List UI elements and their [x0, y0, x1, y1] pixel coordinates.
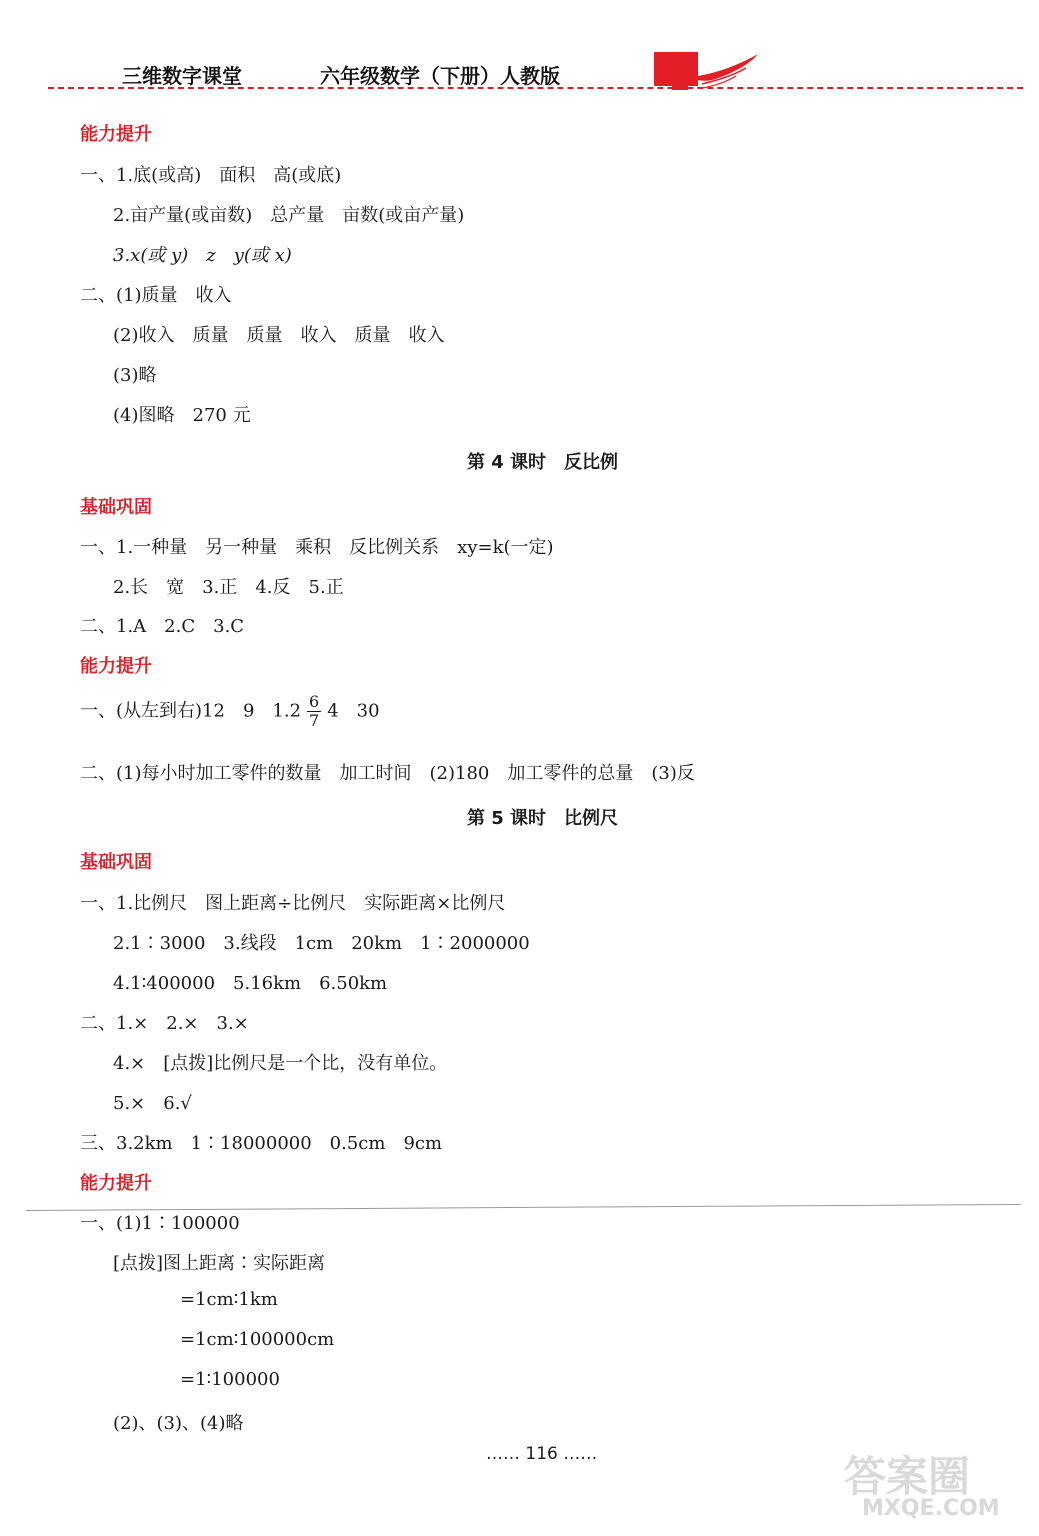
answer-line: 4.1∶400000 5.16km 6.50km — [113, 973, 388, 994]
answer-line: 一、1.一种量 另一种量 乘积 反比例关系 xy=k(一定) — [80, 537, 554, 558]
answer-line: (2)、(3)、(4)略 — [113, 1413, 244, 1434]
answer-line: 一、1.比例尺 图上距离÷比例尺 实际距离×比例尺 — [80, 893, 506, 914]
answer-line: =1cm∶1km — [180, 1289, 278, 1310]
answer-line: 3.x(或 y) z y(或 x) — [113, 245, 292, 266]
header-subject: 六年级数学（下册）人教版 — [320, 64, 560, 88]
answer-line: 2.长 宽 3.正 4.反 5.正 — [113, 577, 344, 598]
header-divider — [48, 87, 1023, 89]
page-number-footer — [486, 1444, 597, 1464]
answer-line: (2)收入 质量 质量 收入 质量 收入 — [113, 325, 445, 346]
answer-line: 二、(1)每小时加工零件的数量 加工时间 (2)180 加工零件的总量 (3)反 — [80, 763, 695, 784]
lesson-title: 第 4 课时 反比例 — [467, 452, 619, 473]
fraction-denominator: 7 — [309, 711, 320, 730]
answer-line: 4.× [点拨]比例尺是一个比，没有单位。 — [113, 1053, 448, 1074]
section-label-basic: 基础巩固 — [80, 852, 152, 873]
footer-dots: …… — [486, 1444, 520, 1464]
answer-line: =1cm∶100000cm — [180, 1329, 335, 1350]
footer-dots: …… — [563, 1444, 598, 1464]
answer-line: 三、3.2km 1∶18000000 0.5cm 9cm — [80, 1133, 443, 1154]
lesson-title: 第 5 课时 比例尺 — [467, 808, 619, 829]
answer-line: 二、1.× 2.× 3.× — [80, 1013, 249, 1034]
fraction — [307, 693, 321, 730]
section-label-basic: 基础巩固 — [80, 497, 152, 518]
section-label-ability: 能力提升 — [80, 656, 152, 677]
page-number: 116 — [525, 1444, 558, 1464]
header-brand: 三维数字课堂 — [122, 64, 242, 88]
answer-line: 一、1.底(或高) 面积 高(或底) — [80, 165, 342, 186]
section-label-ability: 能力提升 — [80, 124, 152, 145]
fraction-numerator: 6 — [309, 692, 320, 711]
section-label-ability: 能力提升 — [80, 1173, 152, 1194]
watermark-url: MXQE.COM — [862, 1496, 1000, 1521]
answer-line: 5.× 6.√ — [113, 1093, 192, 1114]
answer-line: 2.1∶3000 3.线段 1cm 20km 1∶2000000 — [113, 933, 530, 954]
answer-line: 二、1.A 2.C 3.C — [80, 616, 245, 637]
answer-text: 4 30 — [327, 700, 380, 722]
answer-line: 二、(1)质量 收入 — [80, 285, 232, 306]
answer-line-fraction — [80, 693, 380, 730]
answer-line: =1∶100000 — [180, 1369, 280, 1390]
answer-text: 一、(从左到右)12 9 1.2 — [80, 700, 302, 722]
answer-line: (4)图略 270 元 — [113, 405, 251, 426]
rocket-logo-icon — [652, 50, 762, 96]
answer-line: [点拨]图上距离∶实际距离 — [113, 1253, 326, 1274]
watermark-logo: 答案圈 — [844, 1452, 971, 1501]
answer-line: 一、(1)1∶100000 — [80, 1213, 240, 1234]
answer-line: 2.亩产量(或亩数) 总产量 亩数(或亩产量) — [113, 205, 465, 226]
answer-line: (3)略 — [113, 365, 157, 386]
